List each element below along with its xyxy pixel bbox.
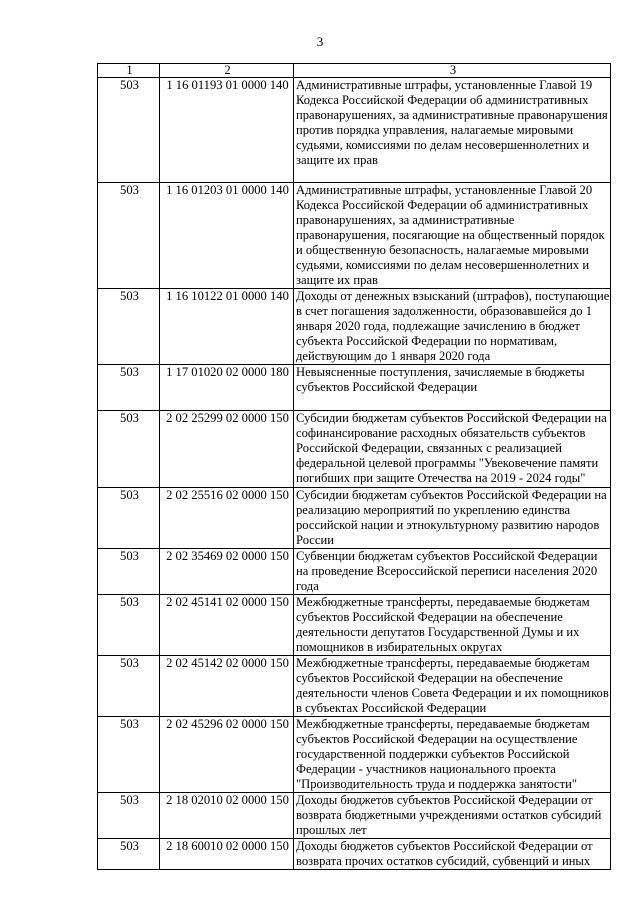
budget-code-cell: 2 02 45296 02 0000 150 bbox=[160, 717, 294, 793]
admin-code-cell: 503 bbox=[98, 183, 160, 289]
description-cell: Административные штрафы, установленные Главой 20 Кодекса Российской Федерации об административных правонарушениях, за административные правонарушения, посягающие на общественный порядок и общественную безопасность, налагаемые мировыми судьями, комиссиями по делам несовершеннолетних и защите их прав bbox=[294, 183, 611, 289]
admin-code-cell: 503 bbox=[98, 411, 160, 488]
description-cell: Доходы бюджетов субъектов Российской Федерации от возврата бюджетными учреждениями остатков субсидий прошлых лет bbox=[294, 793, 611, 839]
column-header-2: 2 bbox=[160, 64, 294, 78]
admin-code-cell: 503 bbox=[98, 717, 160, 793]
description-cell: Межбюджетные трансферты, передаваемые бюджетам субъектов Российской Федерации на осуществление государственной поддержки субъектов Российской Федерации - участников национального проекта "Производительность труда и поддержка занятости" bbox=[294, 717, 611, 793]
table-row bbox=[98, 549, 611, 595]
column-header-1: 1 bbox=[98, 64, 160, 78]
budget-code-cell: 2 02 45141 02 0000 150 bbox=[160, 595, 294, 656]
budget-code-cell: 2 02 25299 02 0000 150 bbox=[160, 411, 294, 488]
budget-code-cell: 1 16 01203 01 0000 140 bbox=[160, 183, 294, 289]
budget-code-cell: 2 02 45142 02 0000 150 bbox=[160, 656, 294, 717]
page-number: 3 bbox=[316, 34, 324, 49]
description-cell: Межбюджетные трансферты, передаваемые бюджетам субъектов Российской Федерации на обеспечение деятельности членов Совета Федерации и их помощников в субъектах Российской Федерации bbox=[294, 656, 611, 717]
table-row bbox=[98, 839, 611, 870]
admin-code-cell: 503 bbox=[98, 656, 160, 717]
budget-code-cell: 2 18 60010 02 0000 150 bbox=[160, 839, 294, 870]
table-row bbox=[98, 411, 611, 488]
budget-code-cell: 1 16 01193 01 0000 140 bbox=[160, 78, 294, 183]
admin-code-cell: 503 bbox=[98, 365, 160, 411]
description-cell: Доходы от денежных взысканий (штрафов), поступающие в счет погашения задолженности, образовавшейся до 1 января 2020 года, подлежащие зачислению в бюджет субъекта Российской Федерации по нормативам, действующим до 1 января 2020 года bbox=[294, 289, 611, 365]
description-cell: Субвенции бюджетам субъектов Российской Федерации на проведение Всероссийской переписи населения 2020 года bbox=[294, 549, 611, 595]
table-row bbox=[98, 365, 611, 411]
admin-code-cell: 503 bbox=[98, 839, 160, 870]
description-cell: Межбюджетные трансферты, передаваемые бюджетам субъектов Российской Федерации на обеспечение деятельности депутатов Государственной Думы и их помощников в избирательных округах bbox=[294, 595, 611, 656]
table-row bbox=[98, 595, 611, 656]
description-cell: Доходы бюджетов субъектов Российской Федерации от возврата прочих остатков субсидий, субвенций и иных bbox=[294, 839, 611, 870]
description-cell: Субсидии бюджетам субъектов Российской Федерации на реализацию мероприятий по укреплению единства российской нации и этнокультурному развитию народов России bbox=[294, 488, 611, 549]
admin-code-cell: 503 bbox=[98, 78, 160, 183]
table-row bbox=[98, 183, 611, 289]
table-row bbox=[98, 717, 611, 793]
admin-code-cell: 503 bbox=[98, 549, 160, 595]
revenue-codes-table bbox=[97, 63, 611, 870]
budget-code-cell: 2 18 02010 02 0000 150 bbox=[160, 793, 294, 839]
table-row bbox=[98, 656, 611, 717]
budget-code-cell: 2 02 25516 02 0000 150 bbox=[160, 488, 294, 549]
admin-code-cell: 503 bbox=[98, 595, 160, 656]
column-header-3: 3 bbox=[294, 64, 611, 78]
description-cell: Административные штрафы, установленные Главой 19 Кодекса Российской Федерации об административных правонарушениях, за административные правонарушения против порядка управления, налагаемые мировыми судьями, комиссиями по делам несовершеннолетних и защите их прав bbox=[294, 78, 611, 183]
table-row bbox=[98, 289, 611, 365]
budget-code-cell: 1 16 10122 01 0000 140 bbox=[160, 289, 294, 365]
admin-code-cell: 503 bbox=[98, 488, 160, 549]
admin-code-cell: 503 bbox=[98, 793, 160, 839]
table-row bbox=[98, 488, 611, 549]
budget-code-cell: 1 17 01020 02 0000 180 bbox=[160, 365, 294, 411]
description-cell: Невыясненные поступления, зачисляемые в бюджеты субъектов Российской Федерации bbox=[294, 365, 611, 411]
admin-code-cell: 503 bbox=[98, 289, 160, 365]
budget-code-cell: 2 02 35469 02 0000 150 bbox=[160, 549, 294, 595]
table-header-row bbox=[98, 64, 611, 78]
table-row bbox=[98, 793, 611, 839]
table-row bbox=[98, 78, 611, 183]
description-cell: Субсидии бюджетам субъектов Российской Федерации на софинансирование расходных обязательств субъектов Российской Федерации, связанных с реализацией федеральной целевой программы "Увековечение памяти погибших при защите Отечества на 2019 - 2024 годы" bbox=[294, 411, 611, 488]
